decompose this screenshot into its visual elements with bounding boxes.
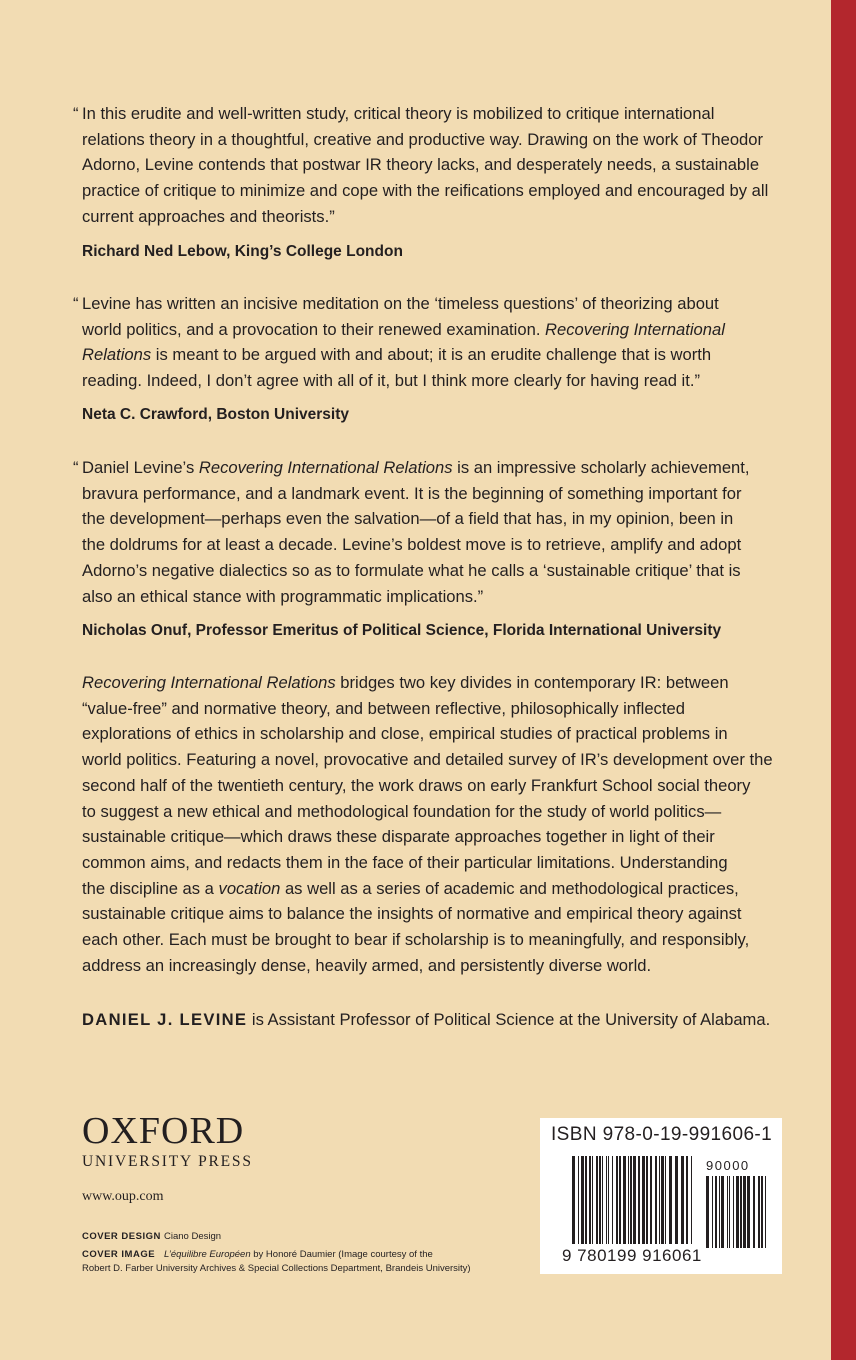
cover-credits xyxy=(82,1230,471,1276)
quote-line: Relations is meant to be argued with and about; it is an erudite challenge that is worth xyxy=(82,345,712,365)
barcode-bar xyxy=(623,1156,626,1244)
barcode-bar xyxy=(736,1176,739,1248)
quote-line: relations theory in a thoughtful, creative and productive way. Drawing on the work of Theodor xyxy=(82,129,764,149)
barcode-bar xyxy=(599,1156,601,1244)
barcode-bar xyxy=(665,1156,666,1244)
description-line: explorations of ethics in scholarship and close, empirical studies of practical problems in xyxy=(82,724,728,744)
barcode-bar xyxy=(715,1176,717,1248)
barcode-bar xyxy=(706,1176,709,1248)
quote-text xyxy=(82,101,782,230)
author-name: DANIEL J. LEVINE xyxy=(82,1010,248,1029)
quote-line: the development—perhaps even the salvation—of a field that has, in my opinion, been in xyxy=(82,509,734,529)
quote-line: Daniel Levine’s Recovering International Relations is an impressive scholarly achievement, xyxy=(82,458,750,477)
barcode-bar xyxy=(592,1156,593,1244)
barcode-bar xyxy=(578,1156,579,1244)
barcode-bar xyxy=(638,1156,640,1244)
description-line: “value-free” and normative theory, and between reflective, philosophically inflected xyxy=(82,698,685,718)
quote-line: also an ethical stance with programmatic implications.” xyxy=(82,586,484,606)
quote-line: world politics, and a provocation to their renewed examination. Recovering International xyxy=(82,319,725,339)
description-line: sustainable critique—which draws these disparate approaches together in light of their xyxy=(82,827,715,847)
description-line: world politics. Featuring a novel, provocative and detailed survey of IR’s development over the xyxy=(82,750,773,770)
barcode-bar xyxy=(712,1176,713,1248)
barcode-bar xyxy=(753,1176,755,1248)
cover-image-title: L’équilibre Européen xyxy=(164,1249,251,1260)
barcode-digits: 9 780199 916061 xyxy=(562,1246,702,1265)
barcode-bar xyxy=(729,1176,730,1248)
barcode-bar xyxy=(602,1156,603,1244)
spine-stripe xyxy=(831,0,856,1360)
cover-image-label: COVER IMAGE xyxy=(82,1249,156,1260)
barcode-bar xyxy=(619,1156,621,1244)
quote-line: the doldrums for at least a decade. Levine’s boldest move is to retrieve, amplify and adopt xyxy=(82,535,742,555)
barcode-bar xyxy=(628,1156,629,1244)
barcode-bar xyxy=(572,1156,575,1244)
barcode-bar xyxy=(758,1176,760,1248)
description-line: the discipline as a vocation as well as a series of academic and methodological practices, xyxy=(82,878,739,898)
quote-line: Adorno’s negative dialectics so as to formulate what he calls a ‘sustainable critique’ that is xyxy=(82,560,741,580)
open-quote-mark: “ xyxy=(73,104,79,123)
description-line: to suggest a new ethical and methodological foundation for the study of world politics— xyxy=(82,801,722,821)
quote-line: reading. Indeed, I don’t agree with all of it, but I think more clearly for having read it.” xyxy=(82,371,700,391)
cover-design-value: Ciano Design xyxy=(164,1231,222,1242)
barcode-bar xyxy=(686,1156,688,1244)
attribution-crawford: Neta C. Crawford, Boston University xyxy=(82,406,349,423)
barcode-bar xyxy=(633,1156,636,1244)
barcode-bar xyxy=(606,1156,607,1244)
description-line: common aims, and redacts them in the face of their particular limitations. Understanding xyxy=(82,852,728,872)
cover-design-credit xyxy=(82,1230,471,1244)
barcode-bar xyxy=(681,1156,684,1244)
cover-design-label: COVER DESIGN xyxy=(82,1231,161,1242)
attribution-onuf: Nicholas Onuf, Professor Emeritus of Political Science, Florida International University xyxy=(82,622,722,639)
quote-line: current approaches and theorists.” xyxy=(82,206,335,226)
cover-image-detail: by Honoré Daumier (Image courtesy of the xyxy=(250,1249,433,1260)
quote-line: bravura performance, and a landmark event. It is the beginning of something important for xyxy=(82,483,742,503)
quote-lebow xyxy=(73,101,782,230)
barcode-bar xyxy=(581,1156,584,1244)
isbn-label: ISBN 978-0-19-991606-1 xyxy=(551,1124,773,1145)
description-line: Recovering International Relations bridges two key divides in contemporary IR: between xyxy=(82,673,729,692)
oxford-logo: OXFORD xyxy=(82,1110,245,1152)
barcode-bar xyxy=(650,1156,652,1244)
barcode-bar xyxy=(612,1156,613,1244)
barcode-bar xyxy=(616,1156,618,1244)
quote-text xyxy=(82,455,782,609)
ean-bars xyxy=(572,1156,692,1244)
publisher-website[interactable]: www.oup.com xyxy=(82,1189,164,1204)
barcode-bar xyxy=(719,1176,720,1248)
barcode-bar xyxy=(761,1176,763,1248)
barcode-bar xyxy=(727,1176,728,1248)
barcode-bar xyxy=(596,1156,598,1244)
barcode-bar xyxy=(733,1176,734,1248)
isbn-barcode xyxy=(540,1118,782,1274)
book-description xyxy=(82,670,782,978)
quote-line: Adorno, Levine contends that postwar IR theory lacks, and desperately needs, a sustainable xyxy=(82,155,760,175)
barcode-bar xyxy=(661,1156,664,1244)
author-bio-text: is Assistant Professor of Political Science at the University of Alabama. xyxy=(247,1010,771,1029)
quote-crawford xyxy=(73,291,782,394)
description-line: each other. Each must be brought to bear if scholarship is to meaningfully, and responsibly, xyxy=(82,930,750,950)
barcode-bar xyxy=(691,1156,692,1244)
publisher-block xyxy=(82,1112,253,1205)
attribution-lebow: Richard Ned Lebow, King’s College London xyxy=(82,243,403,260)
barcode-bar xyxy=(659,1156,660,1244)
barcode-bar xyxy=(630,1156,632,1244)
barcode-bar xyxy=(608,1156,609,1244)
author-bio xyxy=(82,1007,770,1033)
barcode-bar xyxy=(675,1156,678,1244)
quote-onuf xyxy=(73,455,782,609)
price-code: 90000 xyxy=(706,1158,750,1173)
barcode-bar xyxy=(765,1176,766,1248)
cover-image-credit xyxy=(82,1248,471,1262)
open-quote-mark: “ xyxy=(73,458,79,477)
quote-line: Levine has written an incisive meditation on the ‘timeless questions’ of theorizing about xyxy=(82,294,719,313)
barcode-bar xyxy=(655,1156,657,1244)
quote-text xyxy=(82,291,782,394)
quote-line: practice of critique to minimize and cope with the reifications employed and encouraged by all xyxy=(82,181,769,201)
description-line: sustainable critique aims to balance the insights of normative and empirical theory against xyxy=(82,904,742,924)
barcode-bar xyxy=(740,1176,742,1248)
barcode-bar xyxy=(585,1156,587,1244)
open-quote-mark: “ xyxy=(73,294,79,313)
barcode-bar xyxy=(642,1156,645,1244)
barcode-bar xyxy=(646,1156,648,1244)
quote-line: In this erudite and well-written study, critical theory is mobilized to critique international xyxy=(82,104,715,123)
description-line: second half of the twentieth century, the work draws on early Frankfurt School social theory xyxy=(82,775,751,795)
barcode-bar xyxy=(669,1156,672,1244)
description-line: address an increasingly dense, heavily armed, and persistently diverse world. xyxy=(82,955,652,975)
barcode-bar xyxy=(743,1176,746,1248)
price-addon-bars xyxy=(706,1176,766,1248)
barcode-bar xyxy=(747,1176,750,1248)
barcode-bar xyxy=(721,1176,724,1248)
barcode-bar xyxy=(589,1156,591,1244)
university-press-label: UNIVERSITY PRESS xyxy=(82,1153,253,1170)
cover-image-credit-line2: Robert D. Farber University Archives & Special Collections Department, Brandeis University) xyxy=(82,1263,471,1274)
